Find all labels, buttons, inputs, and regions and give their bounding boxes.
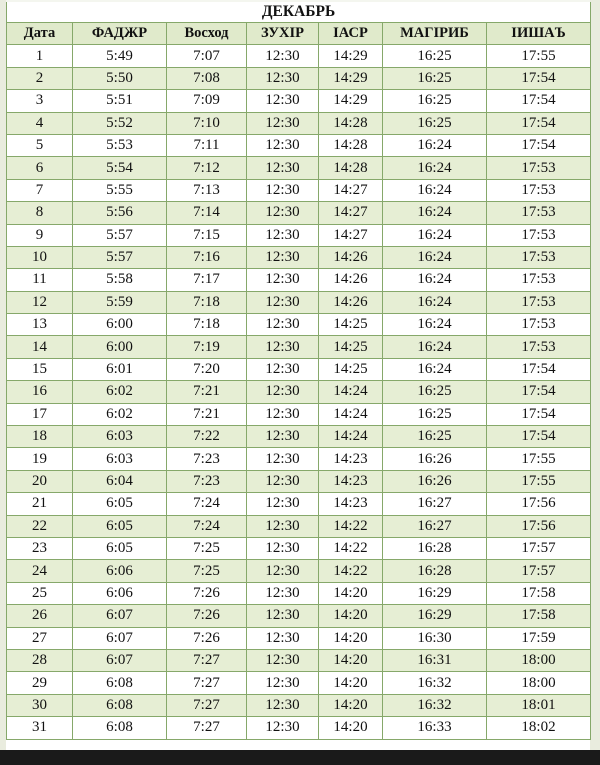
time-cell: 17:53 bbox=[487, 202, 591, 224]
time-cell: 14:20 bbox=[319, 627, 383, 649]
time-cell: 17:54 bbox=[487, 358, 591, 380]
time-cell: 16:24 bbox=[383, 134, 487, 156]
time-cell: 14:24 bbox=[319, 381, 383, 403]
time-cell: 7:18 bbox=[167, 291, 247, 313]
table-row bbox=[7, 470, 591, 492]
time-cell: 7:26 bbox=[167, 627, 247, 649]
time-cell: 6:06 bbox=[73, 560, 167, 582]
time-cell: 5:57 bbox=[73, 224, 167, 246]
time-cell: 6:00 bbox=[73, 314, 167, 336]
table-row bbox=[7, 403, 591, 425]
date-cell: 28 bbox=[7, 649, 73, 671]
date-cell: 15 bbox=[7, 358, 73, 380]
prayer-times-table bbox=[6, 2, 591, 740]
time-cell: 16:30 bbox=[383, 627, 487, 649]
time-cell: 5:57 bbox=[73, 246, 167, 268]
time-cell: 17:53 bbox=[487, 179, 591, 201]
table-row bbox=[7, 694, 591, 716]
time-cell: 12:30 bbox=[247, 627, 319, 649]
date-cell: 23 bbox=[7, 537, 73, 559]
date-cell: 31 bbox=[7, 717, 73, 739]
time-cell: 14:28 bbox=[319, 134, 383, 156]
column-header: Дата bbox=[7, 23, 73, 45]
time-cell: 12:30 bbox=[247, 649, 319, 671]
time-cell: 16:27 bbox=[383, 493, 487, 515]
time-cell: 7:23 bbox=[167, 448, 247, 470]
time-cell: 16:24 bbox=[383, 358, 487, 380]
date-cell: 29 bbox=[7, 672, 73, 694]
table-row bbox=[7, 717, 591, 739]
prayer-times-table-container bbox=[6, 2, 590, 750]
date-cell: 12 bbox=[7, 291, 73, 313]
time-cell: 17:53 bbox=[487, 269, 591, 291]
time-cell: 6:03 bbox=[73, 426, 167, 448]
time-cell: 16:33 bbox=[383, 717, 487, 739]
column-header: ІИШАЪ bbox=[487, 23, 591, 45]
time-cell: 12:30 bbox=[247, 537, 319, 559]
time-cell: 12:30 bbox=[247, 157, 319, 179]
time-cell: 6:06 bbox=[73, 582, 167, 604]
time-cell: 12:30 bbox=[247, 694, 319, 716]
column-header: ІАСР bbox=[319, 23, 383, 45]
time-cell: 17:53 bbox=[487, 291, 591, 313]
time-cell: 6:08 bbox=[73, 717, 167, 739]
date-cell: 3 bbox=[7, 90, 73, 112]
time-cell: 17:53 bbox=[487, 336, 591, 358]
time-cell: 7:08 bbox=[167, 67, 247, 89]
time-cell: 7:14 bbox=[167, 202, 247, 224]
time-cell: 16:25 bbox=[383, 90, 487, 112]
table-row bbox=[7, 314, 591, 336]
time-cell: 6:02 bbox=[73, 381, 167, 403]
table-row bbox=[7, 537, 591, 559]
time-cell: 16:27 bbox=[383, 515, 487, 537]
time-cell: 7:26 bbox=[167, 605, 247, 627]
time-cell: 18:00 bbox=[487, 649, 591, 671]
time-cell: 17:54 bbox=[487, 426, 591, 448]
time-cell: 17:54 bbox=[487, 381, 591, 403]
time-cell: 5:49 bbox=[73, 45, 167, 67]
time-cell: 12:30 bbox=[247, 470, 319, 492]
time-cell: 17:54 bbox=[487, 112, 591, 134]
time-cell: 16:25 bbox=[383, 426, 487, 448]
date-cell: 17 bbox=[7, 403, 73, 425]
time-cell: 17:54 bbox=[487, 403, 591, 425]
date-cell: 20 bbox=[7, 470, 73, 492]
date-cell: 26 bbox=[7, 605, 73, 627]
time-cell: 16:24 bbox=[383, 224, 487, 246]
time-cell: 17:53 bbox=[487, 314, 591, 336]
time-cell: 12:30 bbox=[247, 336, 319, 358]
table-row bbox=[7, 224, 591, 246]
table-row bbox=[7, 134, 591, 156]
time-cell: 14:27 bbox=[319, 202, 383, 224]
time-cell: 7:12 bbox=[167, 157, 247, 179]
time-cell: 12:30 bbox=[247, 179, 319, 201]
time-cell: 17:58 bbox=[487, 582, 591, 604]
time-cell: 12:30 bbox=[247, 448, 319, 470]
time-cell: 6:00 bbox=[73, 336, 167, 358]
time-cell: 12:30 bbox=[247, 224, 319, 246]
bottom-bar bbox=[0, 750, 600, 765]
time-cell: 7:17 bbox=[167, 269, 247, 291]
table-row bbox=[7, 448, 591, 470]
time-cell: 5:55 bbox=[73, 179, 167, 201]
time-cell: 16:24 bbox=[383, 157, 487, 179]
time-cell: 12:30 bbox=[247, 45, 319, 67]
time-cell: 17:59 bbox=[487, 627, 591, 649]
time-cell: 6:08 bbox=[73, 672, 167, 694]
time-cell: 6:02 bbox=[73, 403, 167, 425]
table-row bbox=[7, 67, 591, 89]
time-cell: 7:11 bbox=[167, 134, 247, 156]
date-cell: 9 bbox=[7, 224, 73, 246]
month-title: ДЕКАБРЬ bbox=[7, 2, 591, 23]
table-row bbox=[7, 246, 591, 268]
time-cell: 16:24 bbox=[383, 336, 487, 358]
column-header: Восход bbox=[167, 23, 247, 45]
time-cell: 17:56 bbox=[487, 493, 591, 515]
time-cell: 17:54 bbox=[487, 90, 591, 112]
table-row bbox=[7, 45, 591, 67]
time-cell: 17:53 bbox=[487, 224, 591, 246]
time-cell: 16:28 bbox=[383, 560, 487, 582]
time-cell: 17:54 bbox=[487, 67, 591, 89]
time-cell: 12:30 bbox=[247, 717, 319, 739]
time-cell: 17:57 bbox=[487, 560, 591, 582]
time-cell: 6:04 bbox=[73, 470, 167, 492]
date-cell: 30 bbox=[7, 694, 73, 716]
time-cell: 5:58 bbox=[73, 269, 167, 291]
date-cell: 4 bbox=[7, 112, 73, 134]
time-cell: 14:28 bbox=[319, 112, 383, 134]
time-cell: 18:02 bbox=[487, 717, 591, 739]
time-cell: 12:30 bbox=[247, 134, 319, 156]
time-cell: 14:25 bbox=[319, 314, 383, 336]
time-cell: 7:24 bbox=[167, 515, 247, 537]
time-cell: 14:20 bbox=[319, 649, 383, 671]
time-cell: 6:07 bbox=[73, 605, 167, 627]
table-row bbox=[7, 381, 591, 403]
table-row bbox=[7, 560, 591, 582]
date-cell: 27 bbox=[7, 627, 73, 649]
time-cell: 16:32 bbox=[383, 672, 487, 694]
time-cell: 14:23 bbox=[319, 448, 383, 470]
time-cell: 6:07 bbox=[73, 627, 167, 649]
date-cell: 6 bbox=[7, 157, 73, 179]
time-cell: 12:30 bbox=[247, 202, 319, 224]
column-header: МАГІРИБ bbox=[383, 23, 487, 45]
date-cell: 16 bbox=[7, 381, 73, 403]
time-cell: 7:27 bbox=[167, 717, 247, 739]
time-cell: 14:26 bbox=[319, 291, 383, 313]
time-cell: 14:20 bbox=[319, 717, 383, 739]
time-cell: 6:05 bbox=[73, 493, 167, 515]
time-cell: 16:24 bbox=[383, 269, 487, 291]
time-cell: 14:25 bbox=[319, 336, 383, 358]
time-cell: 16:25 bbox=[383, 45, 487, 67]
time-cell: 12:30 bbox=[247, 515, 319, 537]
table-row bbox=[7, 291, 591, 313]
time-cell: 7:22 bbox=[167, 426, 247, 448]
time-cell: 7:25 bbox=[167, 560, 247, 582]
time-cell: 18:01 bbox=[487, 694, 591, 716]
time-cell: 14:20 bbox=[319, 694, 383, 716]
time-cell: 7:27 bbox=[167, 649, 247, 671]
time-cell: 16:28 bbox=[383, 537, 487, 559]
time-cell: 16:29 bbox=[383, 605, 487, 627]
date-cell: 8 bbox=[7, 202, 73, 224]
time-cell: 6:08 bbox=[73, 694, 167, 716]
time-cell: 7:09 bbox=[167, 90, 247, 112]
time-cell: 14:26 bbox=[319, 269, 383, 291]
title-row bbox=[7, 2, 591, 23]
time-cell: 7:26 bbox=[167, 582, 247, 604]
table-body bbox=[7, 45, 591, 739]
time-cell: 12:30 bbox=[247, 112, 319, 134]
time-cell: 16:25 bbox=[383, 381, 487, 403]
date-cell: 18 bbox=[7, 426, 73, 448]
time-cell: 12:30 bbox=[247, 314, 319, 336]
time-cell: 7:18 bbox=[167, 314, 247, 336]
date-cell: 22 bbox=[7, 515, 73, 537]
time-cell: 12:30 bbox=[247, 291, 319, 313]
table-row bbox=[7, 649, 591, 671]
time-cell: 16:29 bbox=[383, 582, 487, 604]
time-cell: 17:53 bbox=[487, 157, 591, 179]
time-cell: 12:30 bbox=[247, 672, 319, 694]
time-cell: 14:22 bbox=[319, 515, 383, 537]
time-cell: 14:29 bbox=[319, 67, 383, 89]
time-cell: 14:24 bbox=[319, 426, 383, 448]
time-cell: 7:07 bbox=[167, 45, 247, 67]
time-cell: 16:24 bbox=[383, 246, 487, 268]
time-cell: 12:30 bbox=[247, 246, 319, 268]
table-row bbox=[7, 179, 591, 201]
time-cell: 12:30 bbox=[247, 582, 319, 604]
date-cell: 13 bbox=[7, 314, 73, 336]
date-cell: 5 bbox=[7, 134, 73, 156]
time-cell: 12:30 bbox=[247, 358, 319, 380]
time-cell: 16:25 bbox=[383, 112, 487, 134]
time-cell: 14:27 bbox=[319, 179, 383, 201]
time-cell: 7:23 bbox=[167, 470, 247, 492]
time-cell: 12:30 bbox=[247, 269, 319, 291]
date-cell: 7 bbox=[7, 179, 73, 201]
time-cell: 7:27 bbox=[167, 694, 247, 716]
time-cell: 16:26 bbox=[383, 448, 487, 470]
time-cell: 14:28 bbox=[319, 157, 383, 179]
time-cell: 5:54 bbox=[73, 157, 167, 179]
time-cell: 14:29 bbox=[319, 90, 383, 112]
time-cell: 14:27 bbox=[319, 224, 383, 246]
time-cell: 14:20 bbox=[319, 605, 383, 627]
table-row bbox=[7, 269, 591, 291]
date-cell: 2 bbox=[7, 67, 73, 89]
time-cell: 5:50 bbox=[73, 67, 167, 89]
time-cell: 16:26 bbox=[383, 470, 487, 492]
date-cell: 14 bbox=[7, 336, 73, 358]
table-row bbox=[7, 157, 591, 179]
time-cell: 14:22 bbox=[319, 537, 383, 559]
table-row bbox=[7, 426, 591, 448]
time-cell: 5:56 bbox=[73, 202, 167, 224]
time-cell: 12:30 bbox=[247, 381, 319, 403]
time-cell: 17:55 bbox=[487, 470, 591, 492]
time-cell: 17:57 bbox=[487, 537, 591, 559]
time-cell: 17:55 bbox=[487, 448, 591, 470]
time-cell: 7:19 bbox=[167, 336, 247, 358]
time-cell: 17:53 bbox=[487, 246, 591, 268]
date-cell: 11 bbox=[7, 269, 73, 291]
time-cell: 14:20 bbox=[319, 582, 383, 604]
time-cell: 7:15 bbox=[167, 224, 247, 246]
time-cell: 14:22 bbox=[319, 560, 383, 582]
time-cell: 7:24 bbox=[167, 493, 247, 515]
table-row bbox=[7, 605, 591, 627]
time-cell: 14:24 bbox=[319, 403, 383, 425]
time-cell: 16:24 bbox=[383, 291, 487, 313]
date-cell: 1 bbox=[7, 45, 73, 67]
time-cell: 16:32 bbox=[383, 694, 487, 716]
time-cell: 16:24 bbox=[383, 314, 487, 336]
time-cell: 12:30 bbox=[247, 426, 319, 448]
time-cell: 16:25 bbox=[383, 67, 487, 89]
time-cell: 5:51 bbox=[73, 90, 167, 112]
table-row bbox=[7, 672, 591, 694]
time-cell: 5:53 bbox=[73, 134, 167, 156]
time-cell: 7:21 bbox=[167, 381, 247, 403]
table-row bbox=[7, 112, 591, 134]
time-cell: 17:58 bbox=[487, 605, 591, 627]
time-cell: 14:23 bbox=[319, 470, 383, 492]
date-cell: 25 bbox=[7, 582, 73, 604]
time-cell: 5:59 bbox=[73, 291, 167, 313]
time-cell: 7:13 bbox=[167, 179, 247, 201]
time-cell: 14:26 bbox=[319, 246, 383, 268]
time-cell: 6:01 bbox=[73, 358, 167, 380]
time-cell: 14:29 bbox=[319, 45, 383, 67]
time-cell: 16:24 bbox=[383, 202, 487, 224]
time-cell: 12:30 bbox=[247, 605, 319, 627]
header-row bbox=[7, 23, 591, 45]
time-cell: 14:23 bbox=[319, 493, 383, 515]
table-row bbox=[7, 515, 591, 537]
time-cell: 5:52 bbox=[73, 112, 167, 134]
time-cell: 17:56 bbox=[487, 515, 591, 537]
table-row bbox=[7, 493, 591, 515]
time-cell: 7:20 bbox=[167, 358, 247, 380]
date-cell: 21 bbox=[7, 493, 73, 515]
time-cell: 18:00 bbox=[487, 672, 591, 694]
table-row bbox=[7, 358, 591, 380]
time-cell: 7:21 bbox=[167, 403, 247, 425]
time-cell: 7:27 bbox=[167, 672, 247, 694]
time-cell: 6:05 bbox=[73, 515, 167, 537]
time-cell: 16:24 bbox=[383, 179, 487, 201]
table-row bbox=[7, 582, 591, 604]
time-cell: 7:25 bbox=[167, 537, 247, 559]
date-cell: 24 bbox=[7, 560, 73, 582]
time-cell: 12:30 bbox=[247, 90, 319, 112]
table-row bbox=[7, 202, 591, 224]
right-margin bbox=[590, 0, 600, 750]
time-cell: 7:16 bbox=[167, 246, 247, 268]
time-cell: 14:20 bbox=[319, 672, 383, 694]
time-cell: 14:25 bbox=[319, 358, 383, 380]
time-cell: 6:03 bbox=[73, 448, 167, 470]
time-cell: 16:31 bbox=[383, 649, 487, 671]
table-row bbox=[7, 90, 591, 112]
column-header: ЗУХІР bbox=[247, 23, 319, 45]
column-header: ФАДЖР bbox=[73, 23, 167, 45]
time-cell: 17:55 bbox=[487, 45, 591, 67]
time-cell: 12:30 bbox=[247, 560, 319, 582]
table-row bbox=[7, 336, 591, 358]
time-cell: 12:30 bbox=[247, 493, 319, 515]
table-row bbox=[7, 627, 591, 649]
date-cell: 19 bbox=[7, 448, 73, 470]
time-cell: 6:05 bbox=[73, 537, 167, 559]
time-cell: 12:30 bbox=[247, 403, 319, 425]
time-cell: 17:54 bbox=[487, 134, 591, 156]
time-cell: 12:30 bbox=[247, 67, 319, 89]
date-cell: 10 bbox=[7, 246, 73, 268]
time-cell: 7:10 bbox=[167, 112, 247, 134]
time-cell: 16:25 bbox=[383, 403, 487, 425]
time-cell: 6:07 bbox=[73, 649, 167, 671]
